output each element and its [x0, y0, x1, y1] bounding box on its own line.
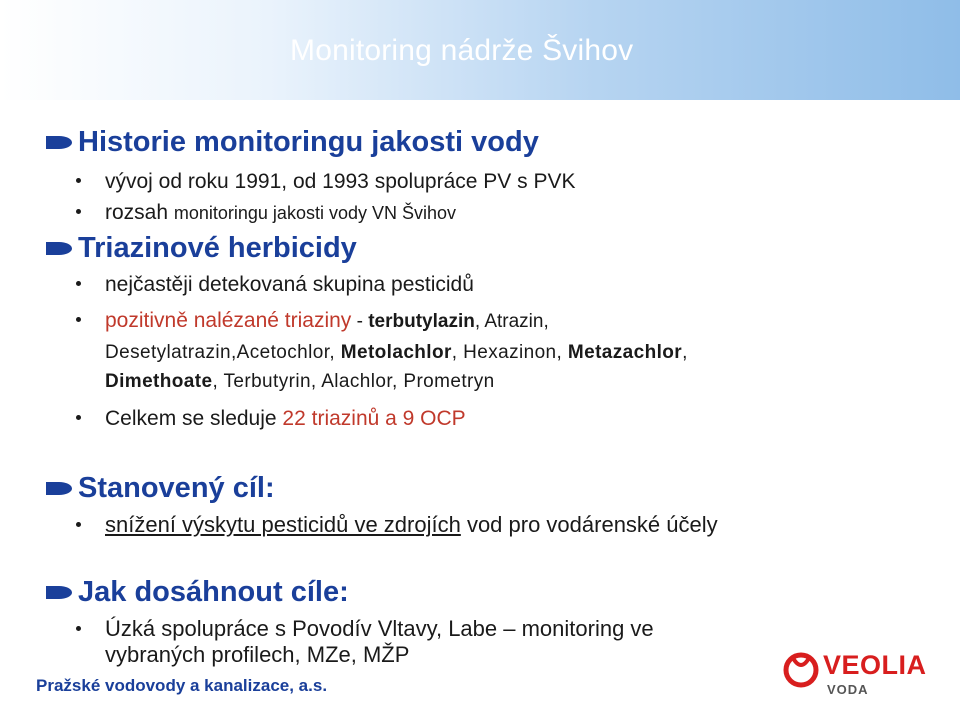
bullet-icon: [76, 178, 81, 183]
section-marker-icon: [46, 586, 72, 599]
list-item: nejčastěji detekovaná skupina pesticidů: [76, 273, 474, 297]
list-item: Celkem se sleduje 22 triazinů a 9 OCP: [76, 407, 466, 431]
logo-subtitle: VODA: [827, 682, 869, 697]
list-item: Úzká spolupráce s Povodív Vltavy, Labe – monitoring ve: [76, 616, 654, 642]
footer-company: Pražské vodovody a kanalizace, a.s.: [36, 676, 328, 695]
list-item-continuation: Desetylatrazin,Acetochlor, Metolachlor, Hexazinon, Metazachlor,: [105, 342, 688, 363]
list-item: rozsah monitoringu jakosti vody VN Švihov: [76, 201, 456, 225]
page-title: Monitoring nádrže Švihov: [290, 34, 634, 67]
bullet-icon: [76, 317, 81, 322]
veolia-logo: [783, 646, 933, 702]
list-item: snížení výskytu pesticidů ve zdrojích vod pro vodárenské účely: [76, 512, 718, 538]
bullet-icon: [76, 209, 81, 214]
list-item-continuation: vybraných profilech, MZe, MŽP: [105, 642, 410, 667]
section-heading-triazines: Triazinové herbicidy: [46, 232, 357, 265]
veolia-logo-icon: [783, 650, 819, 690]
list-item: vývoj od roku 1991, od 1993 spolupráce PV s PVK: [76, 170, 575, 194]
bullet-icon: [76, 626, 81, 631]
section-marker-icon: [46, 482, 72, 495]
list-item-continuation: Dimethoate, Terbutyrin, Alachlor, Prometryn: [105, 371, 495, 392]
section-marker-icon: [46, 136, 72, 149]
list-item: pozitivně nalézané triaziny - terbutylazin, Atrazin,: [76, 309, 549, 333]
bullet-icon: [76, 522, 81, 527]
bullet-icon: [76, 415, 81, 420]
section-heading-goal: Stanovený cíl:: [46, 472, 275, 505]
section-heading-how: Jak dosáhnout cíle:: [46, 576, 349, 609]
logo-wordmark: VEOLIA: [823, 650, 927, 680]
section-heading-history: Historie monitoringu jakosti vody: [46, 126, 539, 159]
title-banner: [0, 0, 960, 100]
bullet-icon: [76, 281, 81, 286]
section-marker-icon: [46, 242, 72, 255]
